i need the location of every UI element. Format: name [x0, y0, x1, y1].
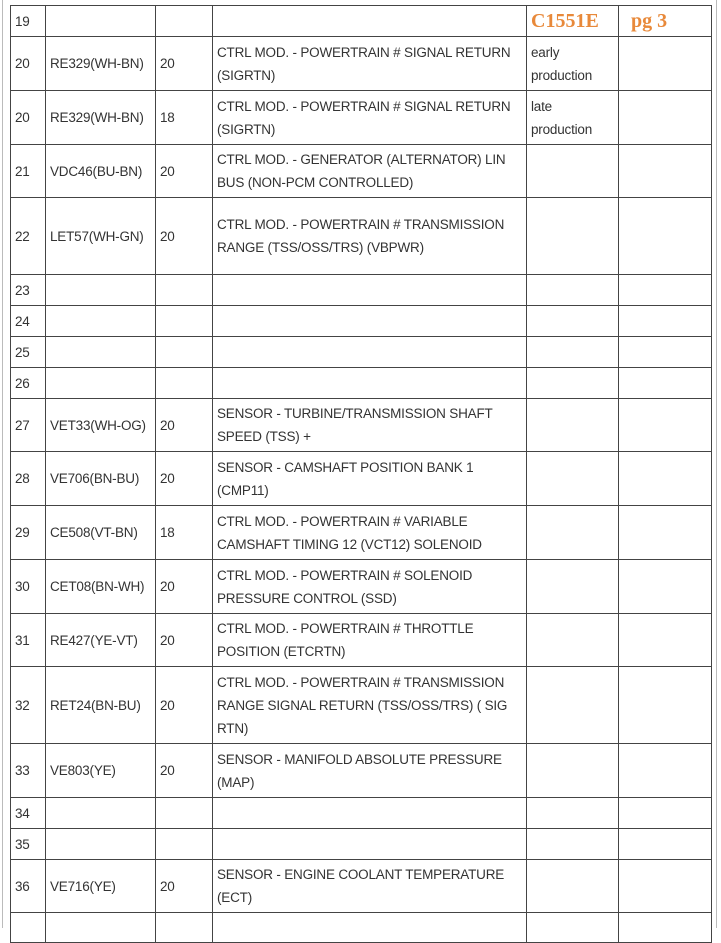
cell-extra — [619, 744, 712, 798]
cell-pin: 29 — [11, 506, 46, 560]
cell-gauge: 20 — [156, 145, 213, 198]
cell-circuit: VE803(YE) — [46, 744, 156, 798]
cell-empty — [156, 913, 213, 943]
cell-extra — [619, 306, 712, 337]
cell-gauge — [156, 306, 213, 337]
cell-function: SENSOR - ENGINE COOLANT TEMPERATURE (ECT) — [213, 860, 527, 913]
cell-note — [527, 368, 619, 399]
cell-extra — [619, 614, 712, 667]
cell-note — [527, 744, 619, 798]
cell-function: SENSOR - TURBINE/TRANSMISSION SHAFT SPEED (TSS) + — [213, 399, 527, 452]
table-row — [11, 560, 712, 614]
cell-note — [527, 198, 619, 275]
table-row — [11, 506, 712, 560]
cell-extra — [619, 667, 712, 744]
cell-pin: 34 — [11, 798, 46, 829]
cell-pin: 21 — [11, 145, 46, 198]
cell-pin: 25 — [11, 337, 46, 368]
cell-pin: 24 — [11, 306, 46, 337]
cell-circuit: VE706(BN-BU) — [46, 452, 156, 506]
cell-empty — [527, 913, 619, 943]
cell-empty — [619, 913, 712, 943]
cell-function: CTRL MOD. - POWERTRAIN # SIGNAL RETURN (SIGRTN) — [213, 37, 527, 91]
cell-gauge: 20 — [156, 560, 213, 614]
cell-circuit — [46, 306, 156, 337]
cell-note — [527, 798, 619, 829]
cell-pin: 33 — [11, 744, 46, 798]
cell-circuit: LET57(WH-GN) — [46, 198, 156, 275]
cell-extra — [619, 560, 712, 614]
cell-pin: 23 — [11, 275, 46, 306]
cell-note — [527, 829, 619, 860]
table-row — [11, 306, 712, 337]
cell-pin: 30 — [11, 560, 46, 614]
cell-circuit: RET24(BN-BU) — [46, 667, 156, 744]
cell-extra — [619, 91, 712, 145]
cell-circuit — [46, 798, 156, 829]
cell-note: early production — [527, 37, 619, 91]
cell-circuit — [46, 6, 156, 37]
table-row-partial — [11, 913, 712, 943]
cell-function: CTRL MOD. - POWERTRAIN # VARIABLE CAMSHAFT TIMING 12 (VCT12) SOLENOID — [213, 506, 527, 560]
cell-function: SENSOR - CAMSHAFT POSITION BANK 1 (CMP11) — [213, 452, 527, 506]
cell-pin: 20 — [11, 37, 46, 91]
cell-extra — [619, 399, 712, 452]
cell-gauge — [156, 829, 213, 860]
table-row — [11, 614, 712, 667]
cell-gauge — [156, 6, 213, 37]
table-row — [11, 399, 712, 452]
cell-function: CTRL MOD. - POWERTRAIN # SOLENOID PRESSURE CONTROL (SSD) — [213, 560, 527, 614]
cell-circuit: CE508(VT-BN) — [46, 506, 156, 560]
cell-gauge — [156, 798, 213, 829]
cell-empty — [46, 913, 156, 943]
cell-pin: 19 — [11, 6, 46, 37]
cell-note — [527, 452, 619, 506]
cell-extra — [619, 198, 712, 275]
cell-extra — [619, 829, 712, 860]
cell-circuit — [46, 829, 156, 860]
cell-empty — [11, 913, 46, 943]
cell-gauge: 20 — [156, 860, 213, 913]
cell-function: CTRL MOD. - GENERATOR (ALTERNATOR) LIN BUS (NON-PCM CONTROLLED) — [213, 145, 527, 198]
cell-gauge: 20 — [156, 452, 213, 506]
cell-gauge — [156, 368, 213, 399]
cell-pin: 22 — [11, 198, 46, 275]
cell-note — [527, 337, 619, 368]
table-row — [11, 667, 712, 744]
cell-function — [213, 798, 527, 829]
cell-pin: 35 — [11, 829, 46, 860]
table-row — [11, 744, 712, 798]
cell-gauge: 20 — [156, 667, 213, 744]
cell-function: CTRL MOD. - POWERTRAIN # TRANSMISSION RANGE (TSS/OSS/TRS) (VBPWR) — [213, 198, 527, 275]
cell-function — [213, 6, 527, 37]
cell-circuit: RE329(WH-BN) — [46, 37, 156, 91]
cell-extra — [619, 860, 712, 913]
table-row — [11, 860, 712, 913]
cell-circuit — [46, 368, 156, 399]
cell-function: CTRL MOD. - POWERTRAIN # SIGNAL RETURN (SIGRTN) — [213, 91, 527, 145]
cell-extra — [619, 337, 712, 368]
cell-note — [527, 506, 619, 560]
cell-circuit: CET08(BN-WH) — [46, 560, 156, 614]
cell-function — [213, 829, 527, 860]
cell-gauge: 18 — [156, 91, 213, 145]
cell-gauge: 18 — [156, 506, 213, 560]
cell-pin: 27 — [11, 399, 46, 452]
cell-gauge: 20 — [156, 399, 213, 452]
cell-function — [213, 306, 527, 337]
cell-note — [527, 667, 619, 744]
cell-note: late production — [527, 91, 619, 145]
cell-note — [527, 399, 619, 452]
cell-gauge: 20 — [156, 37, 213, 91]
cell-extra — [619, 145, 712, 198]
cell-function: CTRL MOD. - POWERTRAIN # THROTTLE POSITION (ETCRTN) — [213, 614, 527, 667]
cell-gauge — [156, 337, 213, 368]
cell-extra — [619, 452, 712, 506]
cell-gauge: 20 — [156, 614, 213, 667]
cell-circuit: RE427(YE-VT) — [46, 614, 156, 667]
table-row — [11, 198, 712, 275]
table-row — [11, 91, 712, 145]
cell-extra — [619, 368, 712, 399]
cell-extra — [619, 798, 712, 829]
table-row — [11, 275, 712, 306]
table-row — [11, 145, 712, 198]
cell-circuit: VDC46(BU-BN) — [46, 145, 156, 198]
cell-circuit: VE716(YE) — [46, 860, 156, 913]
connector-pinout-table — [10, 5, 712, 943]
cell-pin: 26 — [11, 368, 46, 399]
cell-pin: 32 — [11, 667, 46, 744]
cell-note — [527, 145, 619, 198]
cell-note — [527, 614, 619, 667]
table-row — [11, 6, 712, 37]
cell-extra — [619, 37, 712, 91]
table-row — [11, 368, 712, 399]
table-row — [11, 829, 712, 860]
cell-circuit — [46, 275, 156, 306]
cell-note — [527, 860, 619, 913]
cell-empty — [213, 913, 527, 943]
cell-pin: 28 — [11, 452, 46, 506]
cell-gauge — [156, 275, 213, 306]
table-row — [11, 37, 712, 91]
cell-circuit — [46, 337, 156, 368]
cell-pin: 31 — [11, 614, 46, 667]
cell-pin: 36 — [11, 860, 46, 913]
cell-function — [213, 337, 527, 368]
cell-function: SENSOR - MANIFOLD ABSOLUTE PRESSURE (MAP) — [213, 744, 527, 798]
table-row — [11, 452, 712, 506]
cell-function — [213, 368, 527, 399]
cell-gauge: 20 — [156, 198, 213, 275]
cell-circuit: RE329(WH-BN) — [46, 91, 156, 145]
cell-note — [527, 306, 619, 337]
cell-note — [527, 275, 619, 306]
cell-extra — [619, 506, 712, 560]
cell-extra — [619, 275, 712, 306]
table-row — [11, 798, 712, 829]
cell-function — [213, 275, 527, 306]
cell-circuit: VET33(WH-OG) — [46, 399, 156, 452]
cell-gauge: 20 — [156, 744, 213, 798]
cell-function: CTRL MOD. - POWERTRAIN # TRANSMISSION RANGE SIGNAL RETURN (TSS/OSS/TRS) ( SIG RTN) — [213, 667, 527, 744]
cell-pin: 20 — [11, 91, 46, 145]
annotation-page: pg 3 — [619, 6, 712, 37]
table-row — [11, 337, 712, 368]
cell-note — [527, 560, 619, 614]
annotation-code: C1551E — [527, 6, 619, 37]
